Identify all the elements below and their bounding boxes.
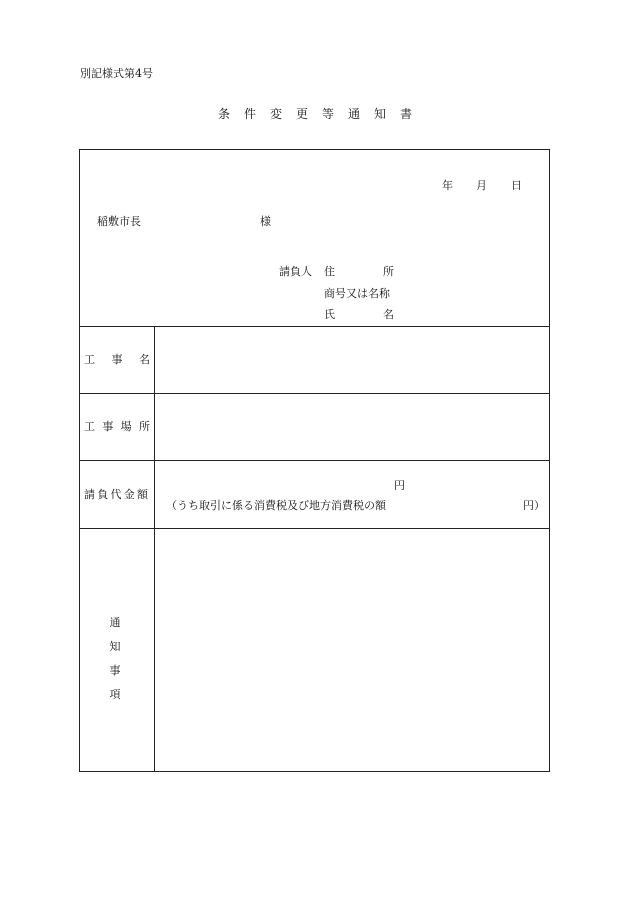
divider-amount [79,528,550,529]
divider-header [79,326,550,327]
amount-label-char: 代 [110,488,122,501]
notice-label-char: 通 [109,616,121,629]
contractor-label: 請負人 [279,265,312,278]
form-number: 別記様式第4号 [80,67,153,80]
date-day: 日 [511,179,522,192]
amount-label-char: 金 [123,488,135,501]
document-title: 条件変更等通知書 [217,107,426,121]
amount-label-char: 請 [84,488,95,501]
company-label: 商号又は名称 [324,287,390,300]
notice-label-char: 知 [109,640,121,653]
work-site-label [84,421,150,432]
divider-work-site [79,460,550,461]
work-site-char: 事 [102,420,114,433]
name-label-left: 氏 [324,308,335,321]
divider-work-name [79,393,550,394]
notice-label-char: 事 [109,664,121,677]
address-label-left: 住 [324,265,335,278]
notice-items-label [108,611,122,707]
addressee: 稲敷市長 [97,215,141,228]
work-name-char: 事 [111,353,123,366]
tax-amount-yen: 円） [523,499,545,512]
notice-label-char: 項 [109,688,121,701]
work-name-label [84,354,150,365]
work-site-char: 場 [120,420,132,433]
amount-label-char: 額 [137,488,148,501]
work-site-char: 所 [138,420,150,433]
work-name-char: 名 [139,353,150,366]
contract-amount-label [84,489,148,500]
tax-amount-text: （うち取引に係る消費税及び地方消費税の額 [166,499,386,512]
honorific: 様 [260,215,271,228]
address-label-right: 所 [383,265,394,278]
name-label-right: 名 [383,308,394,321]
amount-label-char: 負 [97,488,109,501]
date-year: 年 [442,179,453,192]
label-column-divider [154,326,155,772]
work-name-char: 工 [84,353,95,366]
amount-yen: 円 [394,479,405,492]
date-month: 月 [476,179,487,192]
work-site-char: 工 [84,420,95,433]
